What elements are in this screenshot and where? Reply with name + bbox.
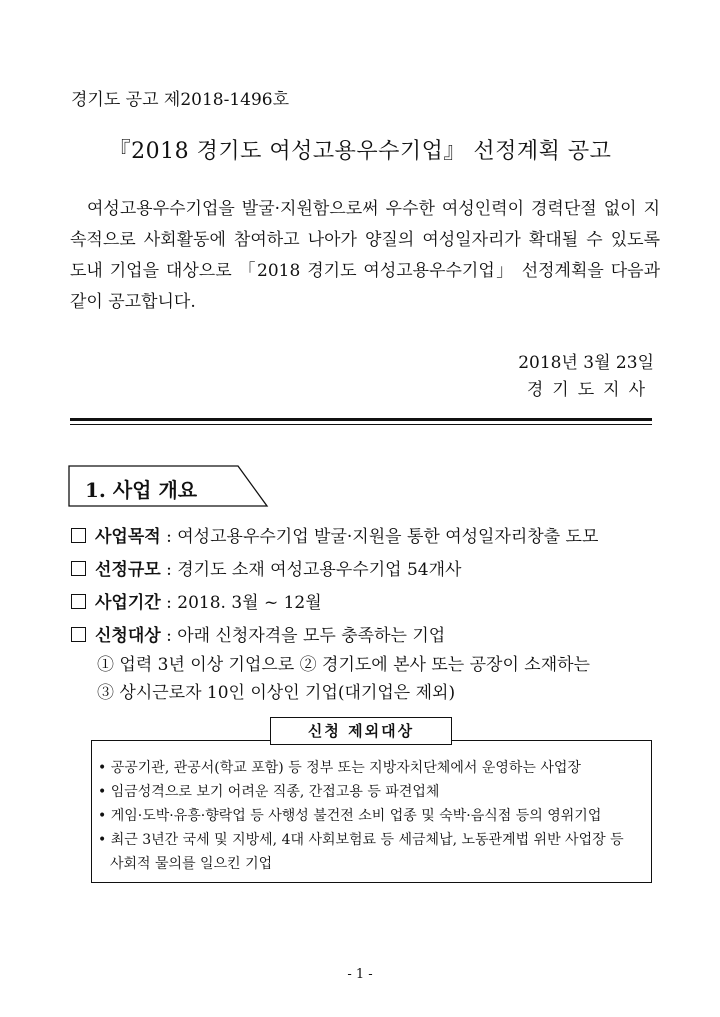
- item-separator: :: [160, 626, 178, 646]
- checkbox-square-icon: [71, 561, 86, 576]
- exclusion-item-text: 임금성격으로 보기 어려운 직종, 간접고용 등 파견업체: [110, 784, 440, 800]
- exclusion-item: [98, 829, 624, 849]
- exclusion-title: 신청 제외대상: [270, 717, 452, 745]
- item-separator: :: [160, 560, 178, 580]
- bullet-icon: •: [98, 832, 107, 848]
- exclusion-item-text: 게임·도박·유흥·향락업 등 사행성 불건전 소비 업종 및 숙박·음식점 등의 영위기업: [110, 808, 602, 824]
- exclusion-item-text: 최근 3년간 국세 및 지방세, 4대 사회보험료 등 세금체납, 노동관계법 위반 사업장 등: [110, 832, 624, 848]
- divider-thick: [70, 418, 652, 421]
- item-separator: :: [160, 593, 178, 613]
- item-purpose: [71, 522, 598, 547]
- item-value: 여성고용우수기업 발굴·지원을 통한 여성일자리창출 도모: [177, 527, 599, 547]
- document-title: 『2018 경기도 여성고용우수기업』 선정계획 공고: [108, 139, 612, 164]
- bullet-icon: •: [98, 808, 107, 824]
- item-value: 2018. 3월 ~ 12월: [177, 593, 322, 613]
- checkbox-square-icon: [71, 594, 86, 609]
- exclusion-item: [98, 805, 601, 825]
- checkbox-square-icon: [71, 627, 86, 642]
- item-period: [71, 588, 322, 613]
- notice-number: 경기도 공고 제2018-1496호: [71, 90, 290, 110]
- item-value: 아래 신청자격을 모두 충족하는 기업: [177, 626, 446, 646]
- criteria-line-1: ① 업력 3년 이상 기업으로 ② 경기도에 본사 또는 공장이 소재하는: [97, 655, 590, 675]
- section-title: 1. 사업 개요: [85, 478, 198, 502]
- exclusion-item: [98, 757, 581, 777]
- exclusion-item-text: 공공기관, 관공서(학교 포함) 등 정부 또는 지방자치단체에서 운영하는 사업장: [110, 760, 581, 776]
- divider-thin: [70, 424, 652, 425]
- bullet-icon: •: [98, 784, 107, 800]
- exclusion-item-continuation: 사회적 물의를 일으킨 기업: [110, 856, 273, 872]
- item-label: 신청대상: [95, 626, 161, 646]
- checkbox-square-icon: [71, 528, 86, 543]
- exclusion-item: [98, 781, 439, 801]
- item-label: 사업목적: [95, 527, 161, 547]
- bullet-icon: •: [98, 760, 107, 776]
- item-label: 선정규모: [95, 560, 161, 580]
- criteria-line-2: ③ 상시근로자 10인 이상인 기업(대기업은 제외): [97, 683, 456, 703]
- item-value: 경기도 소재 여성고용우수기업 54개사: [177, 560, 462, 580]
- item-scale: [71, 555, 461, 580]
- item-separator: :: [160, 527, 178, 547]
- page-number: - 1 -: [347, 967, 373, 982]
- intro-paragraph: 여성고용우수기업을 발굴·지원함으로써 우수한 여성인력이 경력단절 없이 지속적으로 사회활동에 참여하고 나아가 양질의 여성일자리가 확대될 수 있도록 도내 기업을 대상으로 「2018 경기도 여성고용우수기업」 선정계획을 다음과 같이 공고합니다.: [70, 199, 660, 312]
- item-eligibility: [71, 621, 445, 646]
- announcement-date: 2018년 3월 23일: [518, 353, 654, 373]
- issuer-name: 경기도지사: [526, 380, 654, 400]
- item-label: 사업기간: [95, 593, 161, 613]
